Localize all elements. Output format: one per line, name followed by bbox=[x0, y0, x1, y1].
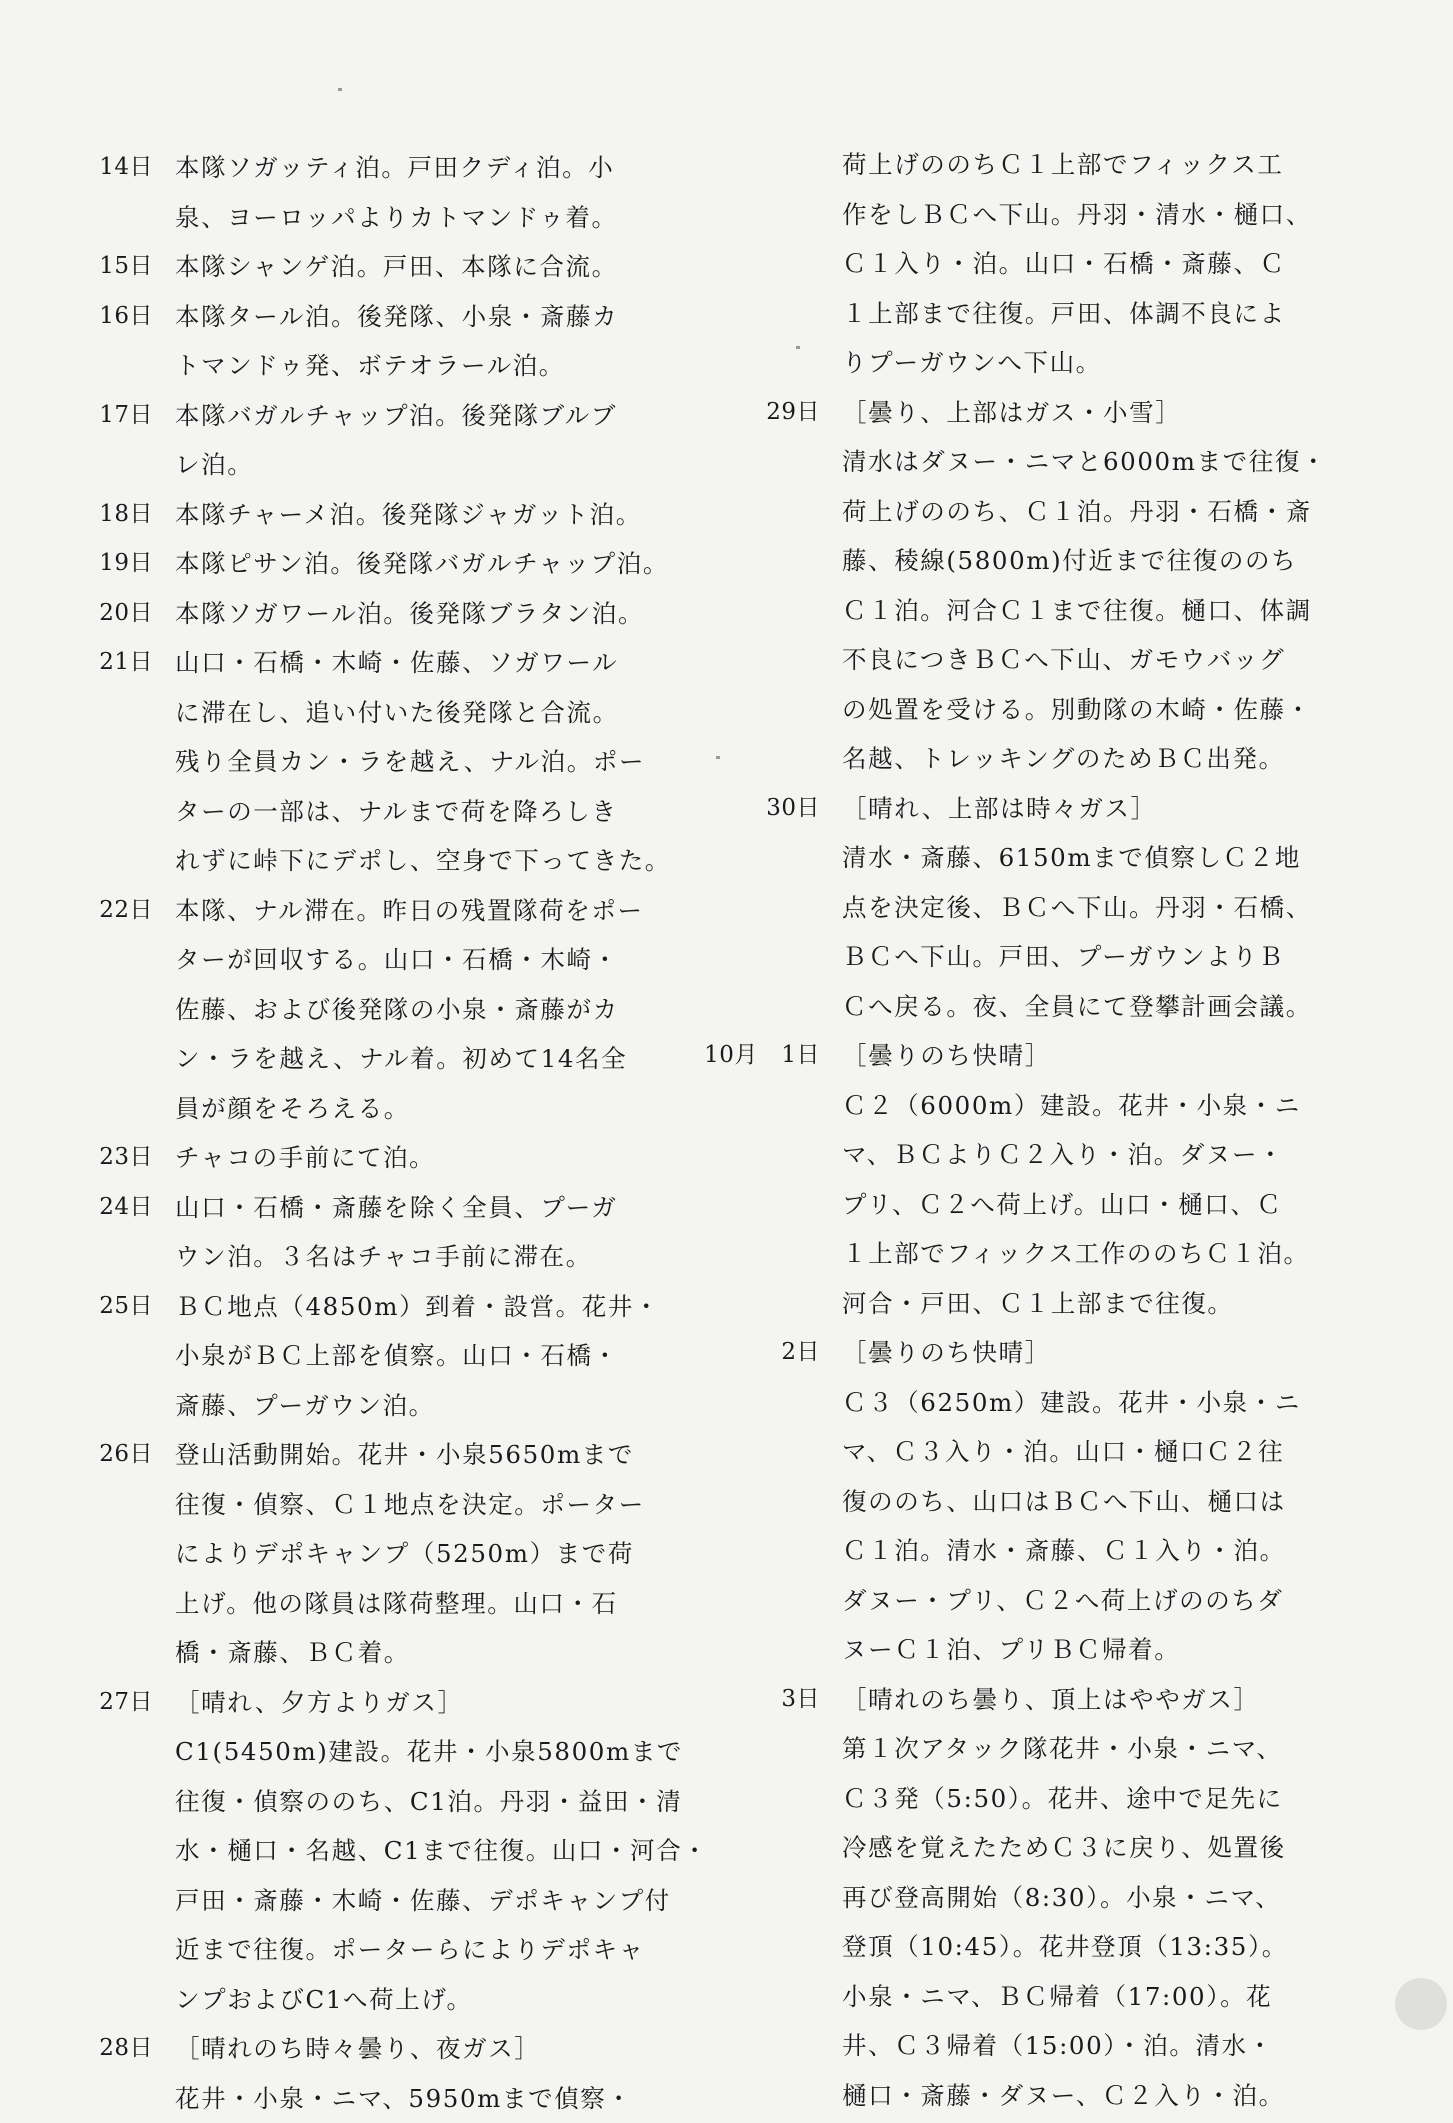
entry-date: 20日 bbox=[78, 589, 153, 639]
text-line: Ｃ２（6000m）建設。花井・小泉・ニ bbox=[842, 1081, 1330, 1131]
text-line: レ泊。 bbox=[175, 440, 653, 490]
text-line: によりデポキャンプ（5250m）まで荷 bbox=[175, 1529, 653, 1579]
entry-text bbox=[842, 388, 1330, 784]
entry-text bbox=[842, 784, 1330, 1032]
diary-entry bbox=[700, 1675, 1330, 2121]
entry-text bbox=[175, 1282, 660, 1431]
text-line: マ、ＢＣよりＣ２入り・泊。ダヌー・ bbox=[842, 1130, 1330, 1180]
scan-speck bbox=[716, 756, 720, 759]
scan-speck bbox=[338, 88, 342, 91]
text-line: ン・ラを越え、ナル着。初めて14名全 bbox=[175, 1034, 653, 1084]
diary-entry bbox=[78, 539, 653, 589]
entry-date: 21日 bbox=[78, 638, 153, 688]
text-line: ［曇りのち快晴］ bbox=[842, 1031, 1330, 1081]
entry-text bbox=[175, 490, 653, 540]
right-column bbox=[700, 140, 1330, 2120]
text-line: Ｃ１泊。清水・斎藤、Ｃ１入り・泊。 bbox=[842, 1526, 1330, 1576]
diary-entry bbox=[78, 1678, 653, 2025]
entry-date: 2日 bbox=[700, 1328, 820, 1378]
entry-text bbox=[175, 1430, 653, 1678]
text-line: ターが回収する。山口・石橋・木崎・ bbox=[175, 935, 653, 985]
diary-entry bbox=[78, 242, 653, 292]
text-line: ＢＣ地点（4850m）到着・設営。花井・ bbox=[175, 1282, 660, 1332]
text-line: 本隊ピサン泊。後発隊バガルチャップ泊。 bbox=[175, 539, 669, 589]
entry-text bbox=[175, 1183, 653, 1282]
text-line: プリ、Ｃ２へ荷上げ。山口・樋口、Ｃ bbox=[842, 1180, 1330, 1230]
text-line: 往復・偵察、Ｃ１地点を決定。ポーター bbox=[175, 1480, 653, 1530]
text-line: 冷感を覚えたためＣ３に戻り、処置後 bbox=[842, 1823, 1330, 1873]
diary-entry bbox=[78, 638, 653, 886]
entry-date: 27日 bbox=[78, 1678, 153, 1728]
text-line: 本隊ソガワール泊。後発隊ブラタン泊。 bbox=[175, 589, 653, 639]
text-line: １上部まで往復。戸田、体調不良によ bbox=[842, 289, 1330, 339]
entry-text bbox=[175, 292, 653, 391]
entry-text bbox=[842, 1031, 1330, 1328]
entry-text bbox=[175, 1133, 653, 1183]
diary-entry bbox=[700, 388, 1330, 784]
entry-date: 30日 bbox=[700, 784, 820, 834]
entry-date: 14日 bbox=[78, 143, 153, 193]
text-line: ターの一部は、ナルまで荷を降ろしき bbox=[175, 787, 671, 837]
text-line: 本隊、ナル滞在。昨日の残置隊荷をポー bbox=[175, 886, 653, 936]
text-line: 残り全員カン・ラを越え、ナル泊。ポー bbox=[175, 737, 671, 787]
text-line: Ｃ３発（5:50）。花井、途中で足先に bbox=[842, 1774, 1330, 1824]
text-line: 山口・石橋・木崎・佐藤、ソガワール bbox=[175, 638, 671, 688]
text-line: 荷上げののちＣ１上部でフィックス工 bbox=[842, 140, 1330, 190]
entry-text bbox=[175, 2024, 653, 2123]
entry-date: 16日 bbox=[78, 292, 153, 342]
text-line: ［曇り、上部はガス・小雪］ bbox=[842, 388, 1330, 438]
entry-text bbox=[842, 140, 1330, 388]
diary-entry bbox=[78, 490, 653, 540]
text-line: 戸田・斎藤・木崎・佐藤、デポキャンプ付 bbox=[175, 1876, 708, 1926]
diary-entry bbox=[78, 292, 653, 391]
text-line: 小泉・ニマ、ＢＣ帰着（17:00）。花 bbox=[842, 1972, 1330, 2022]
text-line: トマンドゥ発、ボテオラール泊。 bbox=[175, 341, 653, 391]
text-line: 本隊バガルチャップ泊。後発隊ブルブ bbox=[175, 391, 653, 441]
text-line: 水・樋口・名越、C1まで往復。山口・河合・ bbox=[175, 1826, 708, 1876]
entry-date: 26日 bbox=[78, 1430, 153, 1480]
text-line: 第１次アタック隊花井・小泉・ニマ、 bbox=[842, 1724, 1330, 1774]
text-line: ダヌー・プリ、Ｃ２へ荷上げののちダ bbox=[842, 1576, 1330, 1626]
text-line: ンプおよびC1へ荷上げ。 bbox=[175, 1975, 708, 2025]
entry-date: 15日 bbox=[78, 242, 153, 292]
text-line: 花井・小泉・ニマ、5950mまで偵察・ bbox=[175, 2074, 653, 2123]
text-line: ［晴れ、上部は時々ガス］ bbox=[842, 784, 1330, 834]
text-line: チャコの手前にて泊。 bbox=[175, 1133, 653, 1183]
text-line: 員が顔をそろえる。 bbox=[175, 1084, 653, 1134]
text-line: C1(5450m)建設。花井・小泉5800mまで bbox=[175, 1727, 708, 1777]
entry-date: 17日 bbox=[78, 391, 153, 441]
text-line: 不良につきＢＣへ下山、ガモウバッグ bbox=[842, 635, 1330, 685]
left-column bbox=[78, 143, 653, 2123]
text-line: 清水はダヌー・ニマと6000mまで往復・ bbox=[842, 437, 1330, 487]
diary-entry bbox=[78, 886, 653, 1134]
text-line: Ｃ３（6250m）建設。花井・小泉・ニ bbox=[842, 1378, 1330, 1428]
entry-date: 29日 bbox=[700, 388, 820, 438]
text-line: 斎藤、プーガウン泊。 bbox=[175, 1381, 660, 1431]
text-line: 再び登高開始（8:30）。小泉・ニマ、 bbox=[842, 1873, 1330, 1923]
entry-text bbox=[175, 539, 669, 589]
text-line: 井、Ｃ３帰着（15:00）・泊。清水・ bbox=[842, 2021, 1330, 2071]
entry-date: 24日 bbox=[78, 1183, 153, 1233]
diary-entry bbox=[78, 391, 653, 490]
page-stamp bbox=[1395, 1978, 1447, 2030]
text-line: に滞在し、追い付いた後発隊と合流。 bbox=[175, 688, 671, 738]
text-line: 登頂（10:45）。花井登頂（13:35）。 bbox=[842, 1922, 1330, 1972]
diary-entry bbox=[78, 1133, 653, 1183]
text-line: 橋・斎藤、ＢＣ着。 bbox=[175, 1628, 653, 1678]
diary-entry bbox=[700, 1031, 1330, 1328]
text-line: ＢＣへ下山。戸田、プーガウンよりＢ bbox=[842, 932, 1330, 982]
entry-date: 10月 1日 bbox=[700, 1031, 820, 1081]
text-line: ［曇りのち快晴］ bbox=[842, 1328, 1330, 1378]
entry-date: 18日 bbox=[78, 490, 153, 540]
entry-text bbox=[175, 589, 653, 639]
entry-text bbox=[175, 242, 653, 292]
diary-entry bbox=[78, 589, 653, 639]
entry-date: 23日 bbox=[78, 1133, 153, 1183]
entry-date: 25日 bbox=[78, 1282, 153, 1332]
entry-text bbox=[175, 638, 671, 886]
continuation-entry bbox=[700, 140, 1330, 388]
text-line: 佐藤、および後発隊の小泉・斎藤がカ bbox=[175, 985, 653, 1035]
entry-date: 19日 bbox=[78, 539, 153, 589]
text-line: ヌーＣ１泊、プリＢＣ帰着。 bbox=[842, 1625, 1330, 1675]
text-line: 本隊チャーメ泊。後発隊ジャガット泊。 bbox=[175, 490, 653, 540]
text-line: Ｃ１入り・泊。山口・石橋・斎藤、Ｃ bbox=[842, 239, 1330, 289]
text-line: 泉、ヨーロッパよりカトマンドゥ着。 bbox=[175, 193, 653, 243]
text-line: 本隊タール泊。後発隊、小泉・斎藤カ bbox=[175, 292, 653, 342]
text-line: 近まで往復。ポーターらによりデポキャ bbox=[175, 1925, 708, 1975]
entry-text bbox=[842, 1675, 1330, 2121]
text-line: １上部でフィックス工作ののちＣ１泊。 bbox=[842, 1229, 1330, 1279]
text-line: Ｃへ戻る。夜、全員にて登攀計画会議。 bbox=[842, 982, 1330, 1032]
text-line: ［晴れのち曇り、頂上はややガス］ bbox=[842, 1675, 1330, 1725]
text-line: 小泉がＢＣ上部を偵察。山口・石橋・ bbox=[175, 1331, 660, 1381]
text-line: 登山活動開始。花井・小泉5650mまで bbox=[175, 1430, 653, 1480]
text-line: 清水・斎藤、6150mまで偵察しＣ２地 bbox=[842, 833, 1330, 883]
text-line: 本隊ソガッティ泊。戸田クディ泊。小 bbox=[175, 143, 653, 193]
text-line: マ、Ｃ３入り・泊。山口・樋口Ｃ２往 bbox=[842, 1427, 1330, 1477]
diary-entry bbox=[78, 1183, 653, 1282]
text-line: れずに峠下にデポし、空身で下ってきた。 bbox=[175, 836, 671, 886]
text-line: 樋口・斎藤・ダヌー、Ｃ２入り・泊。 bbox=[842, 2071, 1330, 2121]
text-line: Ｃ１泊。河合Ｃ１まで往復。樋口、体調 bbox=[842, 586, 1330, 636]
text-line: 本隊シャンゲ泊。戸田、本隊に合流。 bbox=[175, 242, 653, 292]
diary-entry bbox=[78, 143, 653, 242]
scan-speck bbox=[796, 346, 800, 349]
text-line: 山口・石橋・斎藤を除く全員、プーガ bbox=[175, 1183, 653, 1233]
text-line: ［晴れのち時々曇り、夜ガス］ bbox=[175, 2024, 653, 2074]
entry-date: 28日 bbox=[78, 2024, 153, 2074]
entry-text bbox=[175, 391, 653, 490]
text-line: 藤、稜線(5800m)付近まで往復ののち bbox=[842, 536, 1330, 586]
text-line: の処置を受ける。別動隊の木崎・佐藤・ bbox=[842, 685, 1330, 735]
entry-text bbox=[175, 1678, 708, 2025]
entry-date: 3日 bbox=[700, 1675, 820, 1725]
entry-text bbox=[175, 886, 653, 1134]
text-line: 荷上げののち、Ｃ１泊。丹羽・石橋・斎 bbox=[842, 487, 1330, 537]
diary-entry bbox=[78, 2024, 653, 2123]
text-line: 往復・偵察ののち、C1泊。丹羽・益田・清 bbox=[175, 1777, 708, 1827]
diary-entry bbox=[700, 1328, 1330, 1675]
text-line: りプーガウンへ下山。 bbox=[842, 338, 1330, 388]
text-line: 河合・戸田、Ｃ１上部まで往復。 bbox=[842, 1279, 1330, 1329]
text-line: ウン泊。３名はチャコ手前に滞在。 bbox=[175, 1232, 653, 1282]
text-line: 復ののち、山口はＢＣへ下山、樋口は bbox=[842, 1477, 1330, 1527]
text-line: ［晴れ、夕方よりガス］ bbox=[175, 1678, 708, 1728]
entry-text bbox=[175, 143, 653, 242]
entry-text bbox=[842, 1328, 1330, 1675]
entry-date: 22日 bbox=[78, 886, 153, 936]
text-line: 名越、トレッキングのためＢＣ出発。 bbox=[842, 734, 1330, 784]
text-line: 点を決定後、ＢＣへ下山。丹羽・石橋、 bbox=[842, 883, 1330, 933]
diary-entry bbox=[78, 1282, 653, 1431]
text-line: 作をしＢＣへ下山。丹羽・清水・樋口、 bbox=[842, 190, 1330, 240]
text-line: 上げ。他の隊員は隊荷整理。山口・石 bbox=[175, 1579, 653, 1629]
diary-entry bbox=[78, 1430, 653, 1678]
diary-entry bbox=[700, 784, 1330, 1032]
